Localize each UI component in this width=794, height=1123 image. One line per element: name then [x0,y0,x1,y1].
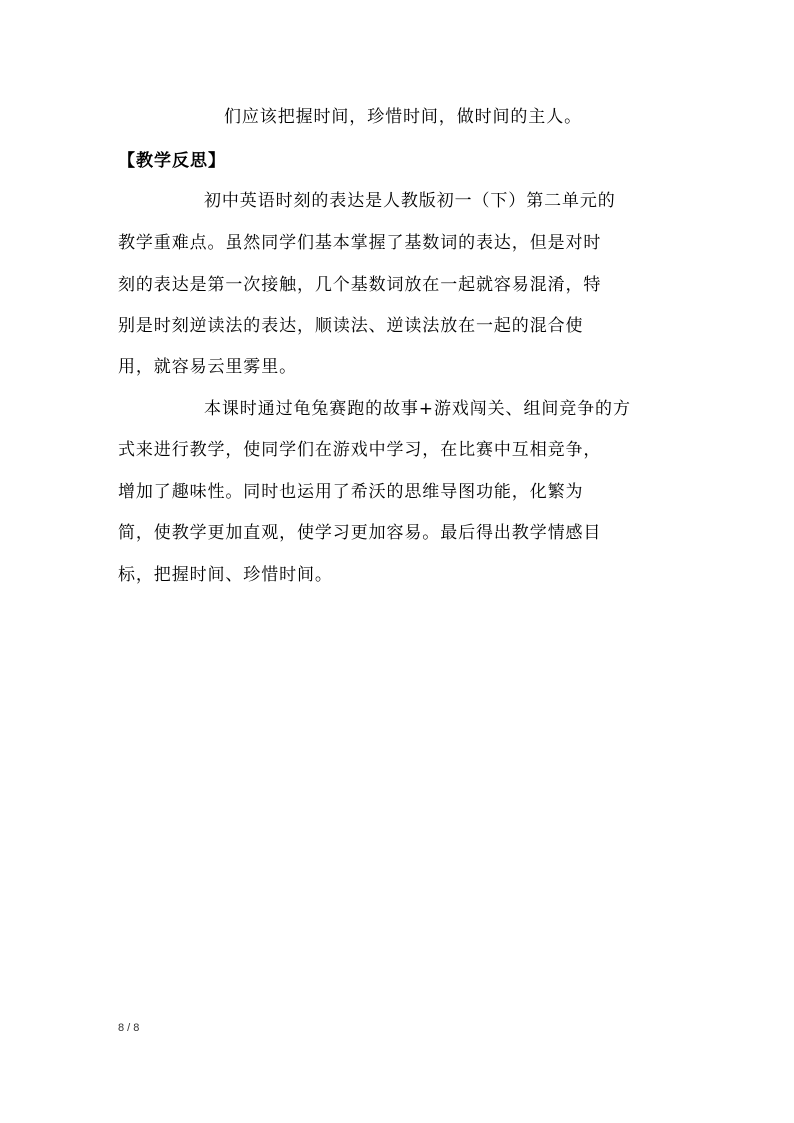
paragraph-line: 初中英语时刻的表达是人教版初一（下）第二单元的 [204,191,616,211]
paragraph-line: 式来进行教学，使同学们在游戏中学习，在比赛中互相竞争， [118,440,602,460]
page-number: 8 / 8 [118,1022,140,1034]
continuation-line: 们应该把握时间，珍惜时间，做时间的主人。 [224,107,582,127]
paragraph-line: 用，就容易云里雾里。 [118,357,297,377]
paragraph-line: 增加了趣味性。同时也运用了希沃的思维导图功能，化繁为 [118,482,584,502]
paragraph-line: 刻的表达是第一次接触，几个基数词放在一起就容易混淆，特 [118,275,602,295]
paragraph-line: 本课时通过龟兔赛跑的故事+游戏闯关、组间竞争的方 [204,399,631,419]
section-heading: 【教学反思】 [118,151,226,171]
paragraph-line: 别是时刻逆读法的表达，顺读法、逆读法放在一起的混合使 [118,316,584,336]
paragraph-line: 简，使教学更加直观，使学习更加容易。最后得出教学情感目 [118,523,602,543]
paragraph-line: 标，把握时间、珍惜时间。 [118,565,333,585]
paragraph-line: 教学重难点。虽然同学们基本掌握了基数词的表达，但是对时 [118,233,602,253]
